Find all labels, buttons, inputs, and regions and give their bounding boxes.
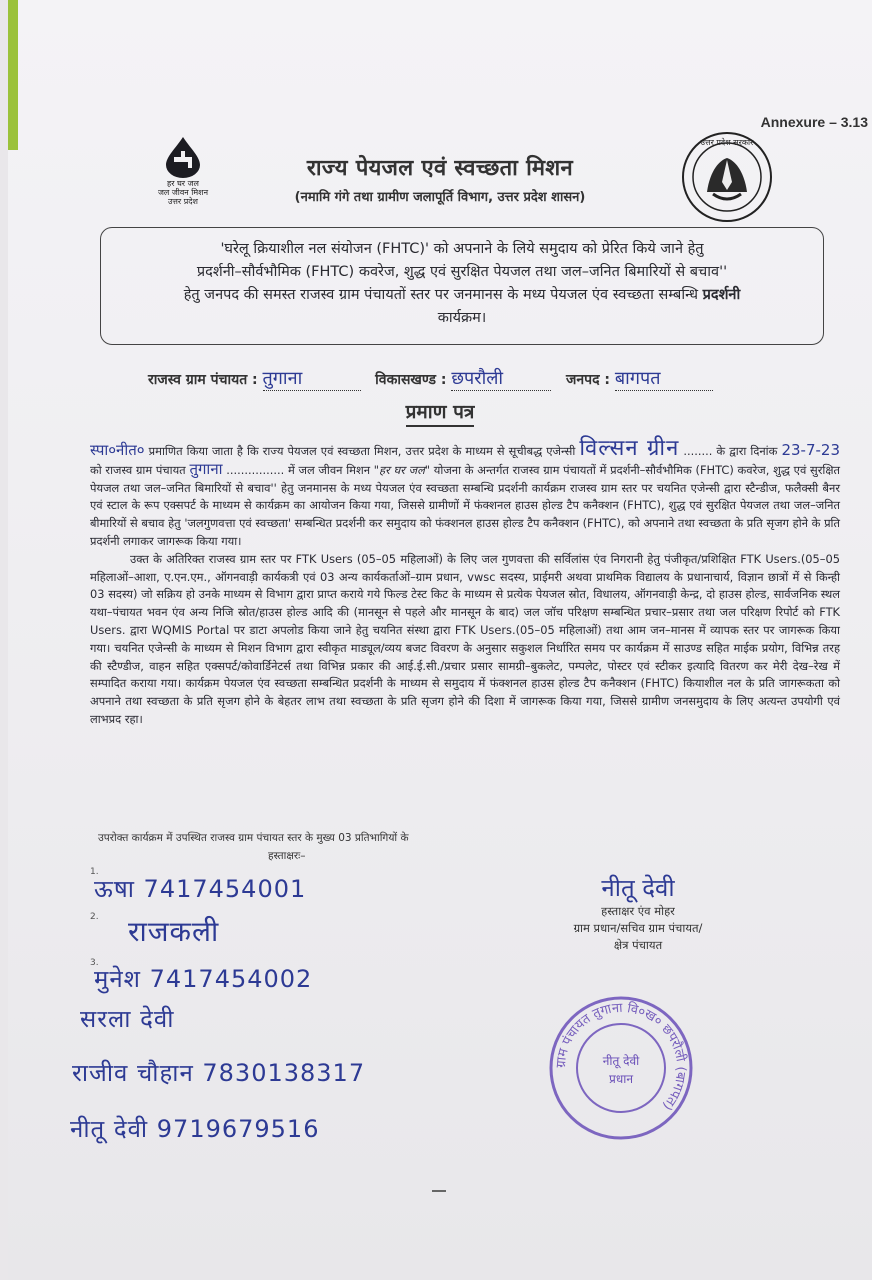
box-line-2: प्रदर्शनी–सौर्वभौमिक (FHTC) कवरेज, शुद्ध एवं सुरक्षित पेयजल तथा जल–जनित बिमारियों से बचाव'': [196, 264, 728, 280]
participant-2: राजकली: [128, 915, 220, 948]
agency-name-handwritten: विल्सन ग्रीन: [579, 436, 680, 461]
participant-number-3: 3.: [90, 958, 99, 968]
p1-part-c: को राजस्व ग्राम पंचायत: [90, 462, 186, 477]
pradhan-signature-handwritten: नीतू देवी: [601, 874, 675, 902]
certificate-body: [90, 436, 841, 729]
green-edge-decoration: [8, 0, 18, 150]
p1-part-d: ................ में जल जीवन मिशन: [226, 462, 371, 477]
panchayat-value: तुगाना: [262, 368, 303, 389]
stamp-seal-icon: [546, 993, 696, 1143]
panchayat-label: राजस्व ग्राम पंचायत :: [148, 372, 258, 388]
participant-number-1: 1.: [90, 867, 99, 877]
participant-number-2: 2.: [90, 912, 99, 922]
seal-text: उत्तर प्रदेश सरकार: [700, 138, 754, 147]
certificate-title-text: प्रमाण पत्र: [406, 401, 475, 427]
logo-line-3: उत्तर प्रदेश: [168, 197, 198, 206]
logo-line-2: जल जीवन मिशन: [157, 188, 209, 197]
annexure-label: Annexure – 3.13: [760, 114, 868, 130]
box-line-1: 'घरेलू क्रियाशील नल संयोजन (FHTC)' को अपनाने के लिये समुदाय को प्रेरित किये जाने हेतु: [220, 241, 704, 257]
participant-3: मुनेश 7417454002: [94, 965, 313, 993]
program-date-handwritten: 23-7-23: [781, 441, 840, 459]
page-mark: [432, 1190, 446, 1192]
box-line-4: कार्यक्रम।: [437, 310, 487, 326]
stamp-center-line-1: नीतू देवी: [602, 1054, 640, 1068]
participants-intro: [98, 829, 409, 865]
body-paragraph-1: [90, 436, 841, 551]
mission-title: राज्य पेयजल एवं स्वच्छता मिशन: [306, 156, 574, 181]
block-value: छपरौली: [451, 368, 504, 389]
handwritten-prefix: स्पा०नीत०: [90, 441, 145, 459]
p1-part-a: प्रमाणित किया जाता है कि राज्य पेयजल एवं स्वच्छता मिशन, उत्तर प्रदेश के माध्यम से सूचीबद्ध एजेन्सी: [148, 444, 576, 458]
mission-subtitle: (नमामि गंगे तथा ग्रामीण जलापूर्ति विभाग, उत्तर प्रदेश शासन): [294, 190, 586, 205]
box-line-3: [117, 284, 807, 307]
har-ghar-jal-quote: "हर घर जल": [373, 462, 431, 477]
participant-4: सरला देवी: [80, 1005, 175, 1033]
pradhan-signature-block: [538, 874, 738, 954]
district-label: जनपद :: [565, 372, 611, 388]
logo-line-1: हर घर जल: [167, 179, 199, 188]
stamp-ring-text: ग्राम पंचायत तुगाना वि०ख० छपरौली (बागपत): [553, 1000, 689, 1113]
participant-5: राजीव चौहान 7830138317: [72, 1059, 366, 1087]
box-line-3-bold: प्रदर्शनी: [702, 287, 741, 303]
box-line-3-text: हेतु जनपद की समस्त राजस्व ग्राम पंचायतों स्तर पर जनमानस के मध्य पेयजल एंव स्वच्छता सम्बन्धि: [183, 287, 699, 303]
participant-1: ऊषा 7417454001: [94, 875, 307, 903]
document-page: [8, 0, 872, 1280]
stamp-center-line-2: प्रधान: [609, 1072, 633, 1086]
district-value: बागपत: [614, 368, 661, 389]
body-paragraph-2: उक्त के अतिरिक्त राजस्व ग्राम स्तर पर FTK Users (05–05 महिलाओं) के लिए जल गुणवत्ता की सर्विलांस एंव निगरानी हेतु पंजीकृत/प्रशिक्षित FTK Users.(05–05 महिलाओं–आशा, ए.एन.एम., ऑगनवाड़ी कार्यकत्री एवं 03 अन्य कार्यकर्ताओं–ग्राम प्रधान, vwsc सदस्य, प्राईमरी अथवा प्राथमिक विद्यालय के प्रधानाचार्य, विज्ञान छात्रों में से किन्ही 03 सदस्य) जो सक्रिय हो उनके माध्यम से विभाग द्वारा प्राप्त कराये गये फिल्ड टेस्ट किट के माध्यम से प्रत्येक पेयजल स्रोत, विधालय, ऑगनवाड़ी केन्द्र, दो हाउस होल्ड, सार्वजनिक स्थल यथा–पंचायत भवन एंव अन्य निजि स्रोत/हाउस होल्ड आदि की (मानसून से पहले और मानसून के बाद) जल जॉच परिक्षण सम्बन्धित प्रचार–प्रसार तथा जल परिक्षण रिपोर्ट को FTK Users. द्वारा WQMIS Portal पर डाटा अपलोड किया जाने हेतु चयनित संस्था द्वारा FTK Users.(05–05 महिलाओं) तथा आम जन–मानस में व्यापक स्तर पर जागरूक किया गया। चयनित एजेन्सी के माध्यम से मिशन विभाग द्वारा स्वीकृत माड्यूल/व्यय बजट विवरण के अनुसार सकुशल निर्धारित समय पर कार्यक्रम में साउण्ड सहित माईक प्रयोग, विभिन्न तरह की स्टैण्डीज, वाहन सहित एक्सपर्ट/कोवार्डिनेटर्स तथा विभिन्न प्रकार की आई.ई.सी./प्रचार प्रसार सामग्री–बुकलेट, पम्पलेट, पोस्टर एवं स्टीकर इत्यादि वितरण कर मेरी देख–रेख में सम्पादित कराया गया। कार्यक्रम पेयजल एंव स्वच्छता सम्बन्धित प्रदर्शनी के माध्यम से समुदाय में फंक्शनल हाउस होल्ड टैप कनैक्शन (FHTC) कियाशील नल के प्रति जागरूकता को अपनाने तथा स्वच्छता के प्रति सृजग होने के बेहतर लाभ तथा स्वच्छता के प्रति सृजग होने की दिशा में जागरूक किया गया, जिससे ग्रामीण जनसमुदाय के लिए अत्यन्त उपयोगी एवं लाभप्रद रहा।: [90, 551, 840, 726]
p1-part-e: योजना के अन्तर्गत राजस्व ग्राम पंचायतों में प्रदर्शनी–सौर्वभौमिक (FHTC) कवरेज, शुद्ध एवं सुरक्षित पेयजल तथा जल–जनित बिमारियों से बचाव'' हेतु जनमानस के मध्य पेयजल एंव स्वच्छता सम्बन्धि प्रदर्शनी कार्यक्रम राजस्व ग्राम स्तर पर चयनित एजेन्सी द्वारा स्टैन्डीज, फलैक्सी बैनर एवं स्टाल के रूप एक्सपर्ट के माध्यम से कार्यक्रम का आयोजन किया गया, जिससे ग्रामीणों में फंक्शनल हाउस होल्ड टैप कनैक्शन (FHTC), शुद्ध एवं सुरक्षित पेयजल तथा जल–जनित बीमारियों से बचाव हेतु 'जलगुणवत्ता एवं स्वच्छता' सम्बन्धित प्रदर्शनी कर समुदाय को फंक्शनल हाउस होल्ड टैप कनैक्शन (FHTC), को अपनाने तथा स्वच्छता के प्रति सृजग होने के प्रति प्रदर्शनी लगाकर जागरूक किया गया।: [90, 462, 841, 548]
signatory-line-3: क्षेत्र पंचायत: [613, 938, 663, 952]
signatory-line-1: हस्ताक्षर एंव मोहर: [601, 904, 675, 918]
signature-label: हस्ताक्षरः–: [268, 850, 306, 862]
participant-6: नीतू देवी 9719679516: [70, 1115, 320, 1143]
village-name-handwritten: तुगाना: [189, 459, 223, 478]
participants-intro-text: उपरोक्त कार्यक्रम में उपस्थित राजस्व ग्राम पंचायत स्तर के मुख्य 03 प्रतिभागियों के: [98, 832, 409, 844]
program-description-box: [100, 227, 824, 345]
p1-part-b: ........ के द्वारा दिनांक: [683, 444, 778, 458]
signatory-line-2: ग्राम प्रधान/सचिव ग्राम पंचायत/: [573, 921, 703, 935]
certificate-title: [8, 398, 872, 424]
block-label: विकासखण्ड :: [375, 372, 447, 388]
location-fields: [148, 366, 713, 391]
gram-panchayat-stamp: [546, 993, 696, 1143]
